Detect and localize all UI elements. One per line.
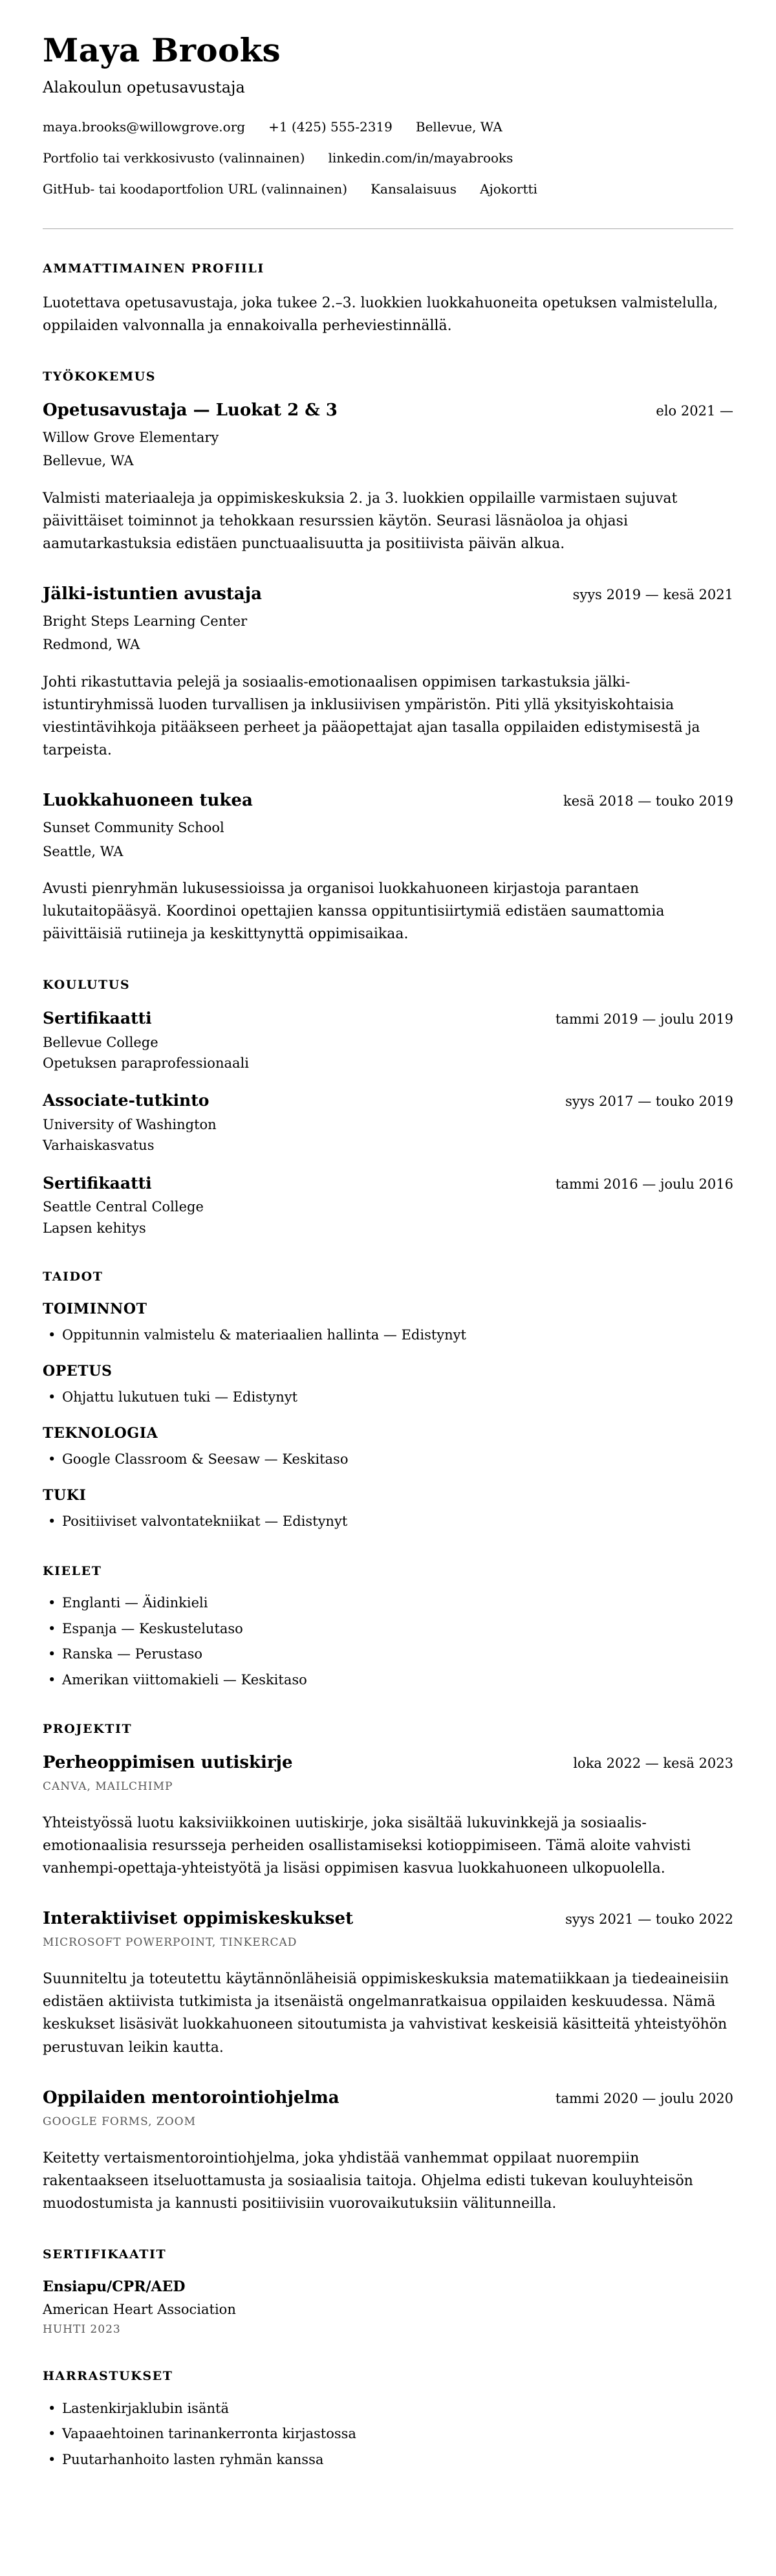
contact-location: Bellevue, WA — [415, 119, 502, 135]
contact-citizenship: Kansalaisuus — [371, 181, 457, 197]
certification-date: HUHTI 2023 — [43, 2323, 121, 2337]
certification-entry — [43, 2278, 733, 2337]
person-name: Maya Brooks — [43, 31, 281, 69]
contact-email: maya.brooks@willowgrove.org — [43, 119, 246, 135]
project-description: Suunniteltu ja toteutettu käytännönläheisiä oppimiskeskuksia matematiikkaan ja tiedeaineisiin edistäen aktiivista tutkimista ja itsenäistä ongelmanratkaisua oppilaiden keskuudessa. Nämä keskukset lisäsivät luokkahuoneen sitoutumista ja vahvistivat keskeisiä käsitteitä yhteistyöhön perustuvan leikin kautta. — [43, 1971, 729, 2056]
hobby-list — [43, 2399, 733, 2469]
education-entry — [43, 1090, 733, 1154]
hobbies-heading: HARRASTUKSET — [43, 2369, 173, 2384]
skill-group — [43, 1424, 733, 1470]
projects-heading: PROJEKTIT — [43, 1721, 133, 1736]
section-projects — [43, 1722, 733, 2215]
contact-phone: +1 (425) 555-2319 — [268, 119, 393, 135]
skill-category: OPETUS — [43, 1362, 113, 1380]
education-degree: Sertifikaatti — [43, 1173, 152, 1193]
section-certifications — [43, 2247, 733, 2337]
language-item: • Englanti — Äidinkieli — [43, 1594, 733, 1613]
job-location: Seattle, WA — [43, 843, 124, 859]
education-field: Varhaiskasvatus — [43, 1138, 155, 1154]
section-languages — [43, 1564, 733, 1690]
skill-list — [43, 1388, 733, 1407]
job-dates: elo 2021 — — [656, 403, 733, 419]
education-school: Bellevue College — [43, 1034, 158, 1050]
skill-list — [43, 1450, 733, 1469]
project-dates: loka 2022 — kesä 2023 — [573, 1755, 733, 1771]
profile-heading: AMMATTIMAINEN PROFIILI — [43, 261, 264, 276]
project-tools: MICROSOFT POWERPOINT, TINKERCAD — [43, 1935, 297, 1949]
contact-row-3 — [43, 181, 733, 197]
certifications-heading: SERTIFIKAATIT — [43, 2247, 167, 2262]
project-entry-header — [43, 1908, 733, 1930]
job-entry-header — [43, 790, 733, 812]
job-dates: kesä 2018 — touko 2019 — [563, 793, 733, 809]
project-tools: GOOGLE FORMS, ZOOM — [43, 2115, 197, 2128]
language-item: • Espanja — Keskustelutaso — [43, 1620, 733, 1638]
job-entry — [43, 790, 733, 945]
job-dates: syys 2019 — kesä 2021 — [572, 587, 733, 603]
job-location: Bellevue, WA — [43, 453, 134, 469]
job-title: Jälki-istuntien avustaja — [43, 584, 263, 604]
section-hobbies — [43, 2369, 733, 2469]
contact-row-2 — [43, 149, 733, 166]
section-skills — [43, 1270, 733, 1532]
education-dates: tammi 2016 — joulu 2016 — [555, 1176, 733, 1192]
job-title: Opetusavustaja — Luokat 2 & 3 — [43, 401, 338, 421]
project-tools: CANVA, MAILCHIMP — [43, 1779, 173, 1793]
education-field: Lapsen kehitys — [43, 1220, 146, 1236]
job-company: Willow Grove Elementary — [43, 429, 219, 445]
contact-linkedin: linkedin.com/in/mayabrooks — [328, 150, 513, 166]
project-entry — [43, 2087, 733, 2215]
education-school: Seattle Central College — [43, 1199, 204, 1215]
skill-category: TEKNOLOGIA — [43, 1424, 158, 1442]
job-description: Valmisti materiaaleja ja oppimiskeskuksia 2. ja 3. luokkien oppilaille varmistaen sujuvat päivittäiset toiminnot ja tehokkaan resurssien käytön. Seurasi läsnäoloa ja ohjasi aamutarkastuksia edistäen punctuaalisuutta ja positiivista päivän alkua. — [43, 490, 678, 553]
skill-group — [43, 1300, 733, 1345]
education-dates: syys 2017 — touko 2019 — [565, 1094, 733, 1110]
project-dates: syys 2021 — touko 2022 — [565, 1911, 733, 1928]
header-divider — [43, 228, 733, 229]
section-experience — [43, 369, 733, 945]
skill-item: • Positiiviset valvontatekniikat — Edistynyt — [43, 1512, 733, 1531]
certification-organization: American Heart Association — [43, 2301, 236, 2317]
education-school: University of Washington — [43, 1116, 217, 1132]
language-item: • Amerikan viittomakieli — Keskitaso — [43, 1671, 733, 1690]
section-profile — [43, 261, 733, 337]
education-entry — [43, 1008, 733, 1072]
skill-category: TOIMINNOT — [43, 1300, 147, 1317]
hobby-item: • Vapaaehtoinen tarinankerronta kirjastossa — [43, 2425, 733, 2443]
project-dates: tammi 2020 — joulu 2020 — [555, 2090, 733, 2106]
education-entry-header — [43, 1008, 733, 1029]
job-company: Bright Steps Learning Center — [43, 613, 248, 629]
skill-category: TUKI — [43, 1486, 87, 1504]
contact-github: GitHub- tai koodaportfolion URL (valinnainen) — [43, 181, 348, 197]
language-item: • Ranska — Perustaso — [43, 1645, 733, 1664]
job-location: Redmond, WA — [43, 637, 140, 653]
experience-heading: TYÖKOKEMUS — [43, 369, 156, 384]
skills-heading: TAIDOT — [43, 1269, 103, 1284]
job-entry — [43, 584, 733, 762]
profile-text: Luotettava opetusavustaja, joka tukee 2.–3. luokkien luokkahuoneita opetuksen valmistelulla, oppilaiden valvonnalla ja ennakoivalla perheviestinnällä. — [43, 294, 718, 335]
project-title: Interaktiiviset oppimiskeskukset — [43, 1909, 354, 1929]
job-entry-header — [43, 584, 733, 606]
education-entry — [43, 1173, 733, 1237]
project-entry — [43, 1752, 733, 1880]
job-entry-header — [43, 400, 733, 422]
project-description: Keitetty vertaismentorointiohjelma, joka yhdistää vanhemmat oppilaat nuorempiin rakentaakseen itseluottamusta ja sosiaalisia taitoja. Ohjelma edisti tukevan kouluyhteisön muodostumista ja kannusti positiivisiin vuorovaikutuksiin välitunneilla. — [43, 2150, 693, 2212]
project-description: Yhteistyössä luotu kaksiviikkoinen uutiskirje, joka sisältää lukuvinkkejä ja sosiaalis-emotionaalisia resursseja perheiden osallistamiseksi kotioppimiseen. Tämä aloite vahvisti vanhempi-opettaja-yhteistyötä ja lisäsi oppimisen kasvua luokkahuoneen ulkopuolella. — [43, 1814, 691, 1877]
skill-item: • Google Classroom & Seesaw — Keskitaso — [43, 1450, 733, 1469]
resume-header — [43, 31, 733, 197]
job-entry — [43, 400, 733, 555]
languages-heading: KIELET — [43, 1563, 102, 1578]
job-description: Avusti pienryhmän lukusessioissa ja organisoi luokkahuoneen kirjastoja parantaen lukutaitopääsyä. Koordinoi opettajien kanssa oppituntisiirtymiä edistäen saumattomia päivittäisiä rutiineja ja keskittynyttä oppimisaikaa. — [43, 880, 665, 943]
skill-item: • Oppitunnin valmistelu & materiaalien hallinta — Edistynyt — [43, 1326, 733, 1345]
person-job-title: Alakoulun opetusavustaja — [43, 78, 245, 96]
contact-portfolio: Portfolio tai verkkosivusto (valinnainen) — [43, 150, 305, 166]
skill-item: • Ohjattu lukutuen tuki — Edistynyt — [43, 1388, 733, 1407]
education-dates: tammi 2019 — joulu 2019 — [555, 1011, 733, 1028]
education-heading: KOULUTUS — [43, 978, 131, 993]
section-education — [43, 978, 733, 1237]
project-entry-header — [43, 1752, 733, 1774]
skill-list — [43, 1512, 733, 1531]
hobby-item: • Lastenkirjaklubin isäntä — [43, 2399, 733, 2418]
contact-license: Ajokortti — [480, 181, 537, 197]
project-entry — [43, 1908, 733, 2059]
education-field: Opetuksen paraprofessionaali — [43, 1055, 249, 1072]
education-degree: Associate-tutkinto — [43, 1091, 210, 1110]
project-title: Perheoppimisen uutiskirje — [43, 1752, 293, 1772]
project-title: Oppilaiden mentorointiohjelma — [43, 2087, 339, 2108]
certification-title: Ensiapu/CPR/AED — [43, 2278, 186, 2296]
project-entry-header — [43, 2087, 733, 2109]
education-entry-header — [43, 1173, 733, 1194]
job-title: Luokkahuoneen tukea — [43, 791, 253, 811]
education-degree: Sertifikaatti — [43, 1009, 152, 1028]
education-entry-header — [43, 1090, 733, 1112]
skill-group — [43, 1486, 733, 1532]
language-list — [43, 1594, 733, 1690]
skill-group — [43, 1362, 733, 1407]
contact-row-1 — [43, 118, 733, 135]
skill-list — [43, 1326, 733, 1345]
job-description: Johti rikastuttavia pelejä ja sosiaalis-emotionaalisen oppimisen tarkastuksia jälki-istuntiryhmissä luoden turvallisen ja inklusiivisen ympäristön. Piti yllä yksityiskohtaisia viestintävihkoja pitääkseen perheet ja pääopettajat ajan tasalla oppilaiden edistymisestä ja tarpeista. — [43, 674, 700, 759]
job-company: Sunset Community School — [43, 820, 224, 836]
hobby-item: • Puutarhanhoito lasten ryhmän kanssa — [43, 2450, 733, 2469]
